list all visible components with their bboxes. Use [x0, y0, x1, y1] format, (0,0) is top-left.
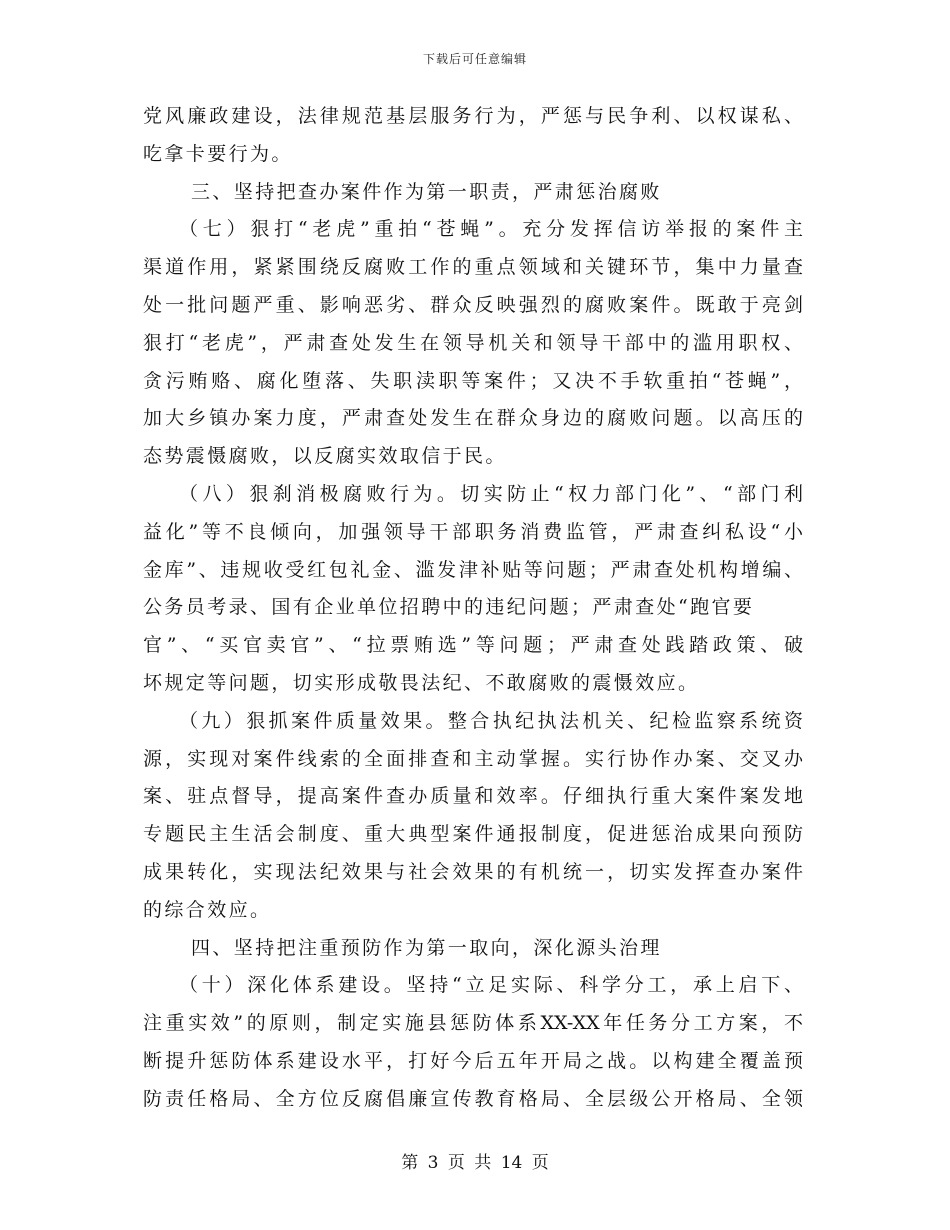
text-line: 成果转化，实现法纪效果与社会效果的有机统一，切实发挥查办案件	[143, 860, 803, 883]
text-line: 防责任格局、全方位反腐倡廉宣传教育格局、全层级公开格局、全领	[143, 1087, 803, 1110]
text-line: 渠道作用，紧紧围绕反腐败工作的重点领域和关键环节，集中力量查	[143, 256, 803, 279]
text-line: 吃拿卡要行为。	[143, 142, 293, 165]
text-line: 益化”等不良倾向，加强领导干部职务消费监管，严肃查纠私设“小	[143, 520, 803, 543]
text-line: 断提升惩防体系建设水平，打好今后五年开局之战。以构建全覆盖预	[143, 1049, 803, 1072]
text-line: 公务员考录、国有企业单位招聘中的违纪问题；严肃查处“跑官要	[143, 596, 755, 619]
section-heading: 四、坚持把注重预防作为第一取向，深化源头治理	[191, 936, 662, 959]
text-line: （九）狠抓案件质量效果。整合执纪执法机关、纪检监察系统资	[179, 709, 803, 732]
text-line: 党风廉政建设，法律规范基层服务行为，严惩与民争利、以权谋私、	[143, 105, 803, 127]
page-number-footer: 第 3 页 共 14 页	[401, 1153, 549, 1173]
text-line: 案、驻点督导，提高案件查办质量和效率。仔细执行重大案件案发地	[143, 785, 803, 808]
text-line: 金库”、违规收受红包礼金、滥发津补贴等问题；严肃查处机构增编、	[143, 558, 803, 581]
text-line: 专题民主生活会制度、重大典型案件通报制度，促进惩治成果向预防	[143, 823, 803, 846]
text-line: 的综合效应。	[143, 898, 272, 921]
text-line: 官”、“买官卖官”、“拉票贿选”等问题；严肃查处践踏政策、破	[143, 634, 803, 657]
text-line: 注重实效”的原则，制定实施县惩防体系XX-XX年任务分工方案，不	[143, 1012, 803, 1035]
text-line: 贪污贿赂、腐化堕落、失职渎职等案件；又决不手软重拍“苍蝇”，	[143, 369, 803, 392]
text-line: 态势震慑腐败，以反腐实效取信于民。	[143, 445, 507, 468]
document-body	[143, 98, 803, 1119]
text-line: （七）狠打“老虎”重拍“苍蝇”。充分发挥信访举报的案件主	[179, 218, 803, 241]
text-line: 加大乡镇办案力度，严肃查处发生在群众身边的腐败问题。以高压的	[143, 407, 803, 430]
text-line: 狠打“老虎”，严肃查处发生在领导机关和领导干部中的滥用职权、	[143, 331, 803, 354]
text-line: （十）深化体系建设。坚持“立足实际、科学分工，承上启下、	[179, 974, 803, 997]
text-line: 坏规定等问题，切实形成敬畏法纪、不敢腐败的震慑效应。	[143, 671, 700, 694]
page-header: 下载后可任意编辑	[422, 52, 527, 66]
text-line: （八）狠刹消极腐败行为。切实防止“权力部门化”、“部门利	[179, 482, 803, 505]
text-line: 处一批问题严重、影响恶劣、群众反映强烈的腐败案件。既敢于亮剑	[143, 293, 803, 316]
text-line: 源，实现对案件线索的全面排查和主动掌握。实行协作办案、交叉办	[143, 747, 803, 770]
section-heading: 三、坚持把查办案件作为第一职责，严肃惩治腐败	[191, 180, 662, 203]
